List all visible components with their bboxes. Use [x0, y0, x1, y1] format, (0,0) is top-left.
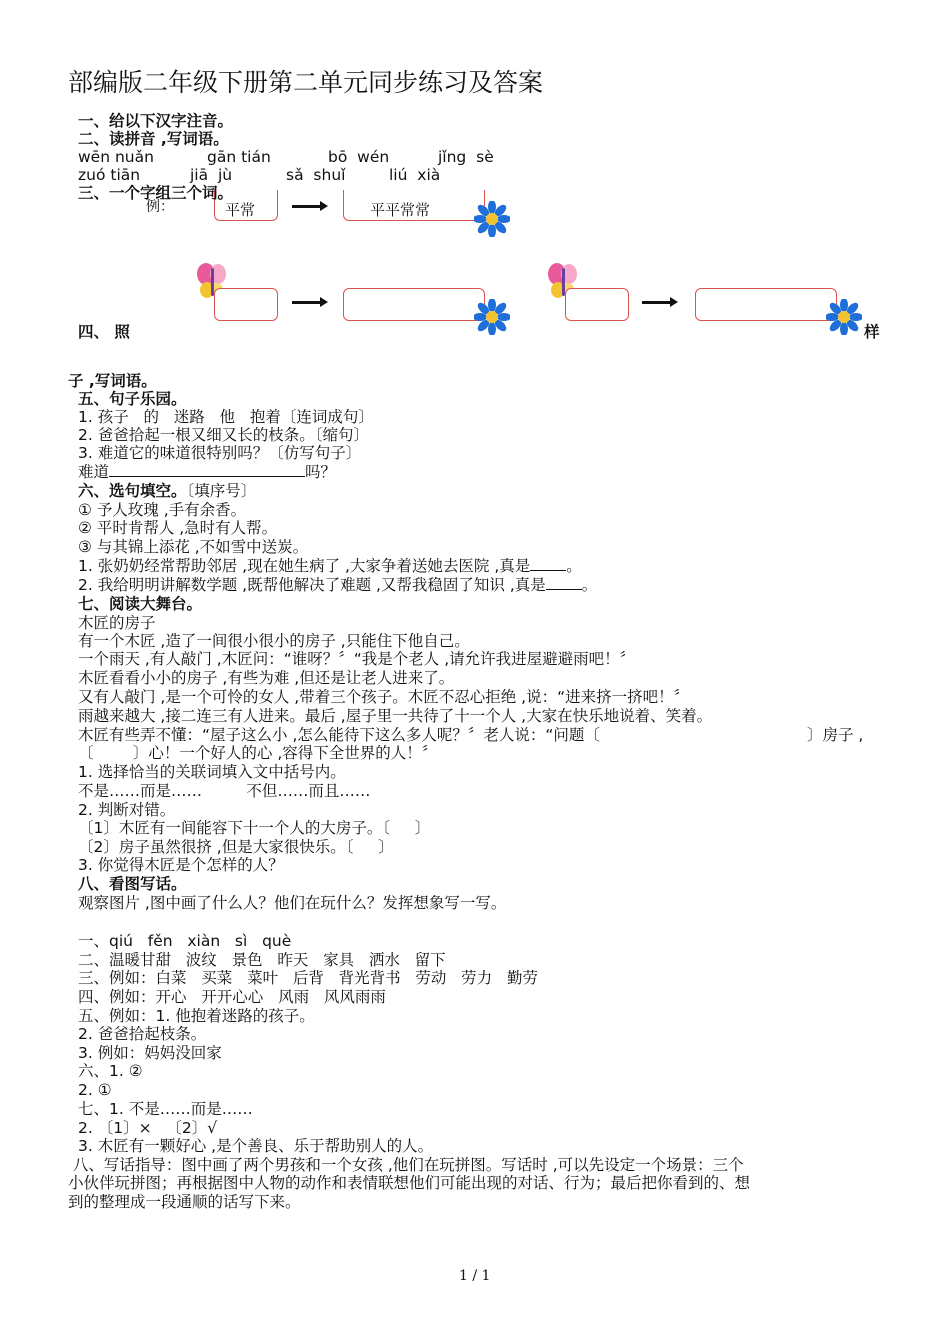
answer-line: 3. 木匠有一颗好心 ,是个善良、乐于帮助别人的人。: [78, 1137, 434, 1155]
section-4-heading: 四、 照: [78, 323, 130, 341]
answer-line: 四、例如：开心 开开心心 风雨 风风雨雨: [78, 988, 386, 1006]
section-7-heading: 七、阅读大舞台。: [78, 595, 203, 613]
arrow-icon: [292, 301, 322, 304]
section-4-heading-cont: 子 ,写词语。: [68, 372, 157, 390]
word-box[interactable]: [565, 288, 629, 321]
answer-line: 三、例如：白菜 买菜 菜叶 后背 背光背书 劳动 劳力 勤劳: [78, 969, 538, 987]
question-end: 。: [566, 557, 582, 575]
question-line: 观察图片 ,图中画了什么人？他们在玩什么？发挥想象写一写。: [78, 894, 507, 912]
fill-prefix: 难道: [78, 463, 110, 481]
question-text: 1. 张奶奶经常帮助邻居 ,现在她生病了 ,大家争着送她去医院 ,真是: [78, 557, 531, 575]
story-line: 又有人敲门 ,是一个可怜的女人 ,带着三个孩子。木匠不忍心拒绝 ,说：“进来挤一挤吧！〞: [78, 688, 690, 706]
answer-line: 一、qiú fěn xiàn sì què: [78, 932, 292, 950]
question-line: [78, 576, 597, 594]
section-6-title: 六、选句填空。: [78, 482, 187, 500]
question-line: [78, 557, 582, 575]
story-title: 木匠的房子: [78, 614, 156, 632]
question-line: 3. 难道它的味道很特别吗？〔仿写句子〕: [78, 444, 362, 462]
answer-line: 2. 〔1〕× 〔2〕√: [78, 1119, 218, 1137]
story-line: 雨越来越大 ,接二连三有人进来。最后 ,屋子里一共待了十一个人 ,大家在快乐地说着、笑着。: [78, 707, 713, 725]
section-5-heading: 五、句子乐园。: [78, 390, 187, 408]
answer-line: 2. 爸爸拾起枝条。: [78, 1025, 207, 1043]
section-3-heading: 三、一个字组三个词。: [78, 184, 234, 202]
section-1-heading: 一、给以下汉字注音。: [78, 112, 234, 130]
question-text: 2. 我给明明讲解数学题 ,既帮他解决了难题 ,又帮我稳固了知识 ,真是: [78, 576, 546, 594]
question-line: 不是……而是…… 不但……而且……: [78, 782, 371, 800]
option-line: ③ 与其锦上添花 ,不如雪中送炭。: [78, 538, 309, 556]
answer-line: 二、温暖甘甜 波纹 景色 昨天 家具 洒水 留下: [78, 951, 446, 969]
example-answer: 平平常常: [370, 201, 431, 219]
flower-icon: [474, 201, 510, 237]
pinyin-item: sǎ shuǐ: [286, 166, 346, 184]
example-word: 平常: [225, 201, 256, 219]
answer-line: 到的整理成一段通顺的话写下来。: [68, 1193, 301, 1211]
answer-line: 3. 例如：妈妈没回家: [78, 1044, 222, 1062]
section-2-heading: 二、读拼音 ,写词语。: [78, 130, 229, 148]
story-line-end: 〕房子 ,: [807, 726, 864, 744]
arrow-icon: [642, 301, 672, 304]
story-line: 木匠有些弄不懂：“屋子这么小 ,怎么能待下这么多人呢？〞老人说：“问题〔: [78, 726, 600, 744]
question-line: [78, 463, 336, 481]
answer-box[interactable]: [695, 288, 837, 321]
section-6-heading: [78, 482, 256, 500]
answer-line: 五、例如：1. 他抱着迷路的孩子。: [78, 1007, 315, 1025]
flower-icon: [826, 299, 862, 335]
question-line: 1. 孩子 的 迷路 他 抱着〔连词成句〕: [78, 408, 374, 426]
section-4-heading-end: 样: [864, 323, 880, 341]
question-end: 。: [581, 576, 598, 594]
answer-line: 小伙伴玩拼图；再根据图中人物的动作和表情联想他们可能出现的对话、行为；最后把你看到的、想: [68, 1174, 751, 1192]
story-line: 木匠看看小小的房子 ,有些为难 ,但还是让老人进来了。: [78, 669, 455, 687]
question-line: 1. 选择恰当的关联词填入文中括号内。: [78, 763, 346, 781]
pinyin-item: wēn nuǎn: [78, 148, 154, 166]
flower-icon: [474, 299, 510, 335]
page-title: 部编版二年级下册第二单元同步练习及答案: [68, 68, 544, 97]
pinyin-item: bō wén: [328, 148, 390, 166]
question-line: 2. 爸爸拾起一根又细又长的枝条。〔缩句〕: [78, 426, 369, 444]
fill-suffix: 吗？: [305, 463, 337, 481]
fill-blank[interactable]: [546, 576, 582, 590]
story-line: 一个雨天 ,有人敲门 ,木匠问：“谁呀？〞“我是个老人 ,请允许我进屋避避雨吧！〞: [78, 650, 636, 668]
question-line: 3. 你觉得木匠是个怎样的人？: [78, 856, 284, 874]
fill-blank[interactable]: [530, 557, 566, 571]
answer-line: 七、1. 不是……而是……: [78, 1100, 253, 1118]
answer-box[interactable]: [343, 288, 485, 321]
question-line: 2. 判断对错。: [78, 801, 176, 819]
page-number: 1 / 1: [459, 1268, 491, 1284]
option-line: ② 平时肯帮人 ,急时有人帮。: [78, 519, 278, 537]
question-line: 〔2〕房子虽然很挤 ,但是大家很快乐。〔 〕: [78, 838, 394, 856]
fill-blank[interactable]: [109, 463, 305, 477]
answer-line: 2. ①: [78, 1081, 112, 1099]
pinyin-item: jiā jù: [190, 166, 233, 184]
section-6-note: 〔填序号〕: [186, 482, 257, 500]
section-8-heading: 八、看图写话。: [78, 875, 187, 893]
example-label: 例：: [146, 199, 174, 215]
word-box[interactable]: [214, 288, 278, 321]
pinyin-item: liú xià: [389, 166, 441, 184]
story-line: 〔 〕心！一个好人的心 ,容得下全世界的人！〞: [78, 744, 438, 762]
pinyin-item: zuó tiān: [78, 166, 141, 184]
arrow-icon: [292, 205, 322, 208]
answer-line: 八、写话指导：图中画了两个男孩和一个女孩 ,他们在玩拼图。写话时 ,可以先设定一个场景：三个: [68, 1156, 744, 1174]
story-line: 有一个木匠 ,造了一间很小很小的房子 ,只能住下他自己。: [78, 632, 470, 650]
option-line: ① 予人玫瑰 ,手有余香。: [78, 501, 247, 519]
answer-line: 六、1. ②: [78, 1062, 143, 1080]
pinyin-item: jǐng sè: [438, 148, 494, 166]
example-answer-box: [343, 190, 485, 221]
pinyin-item: gān tián: [207, 148, 271, 166]
question-line: 〔1〕木匠有一间能容下十一个人的大房子。〔 〕: [78, 819, 431, 837]
